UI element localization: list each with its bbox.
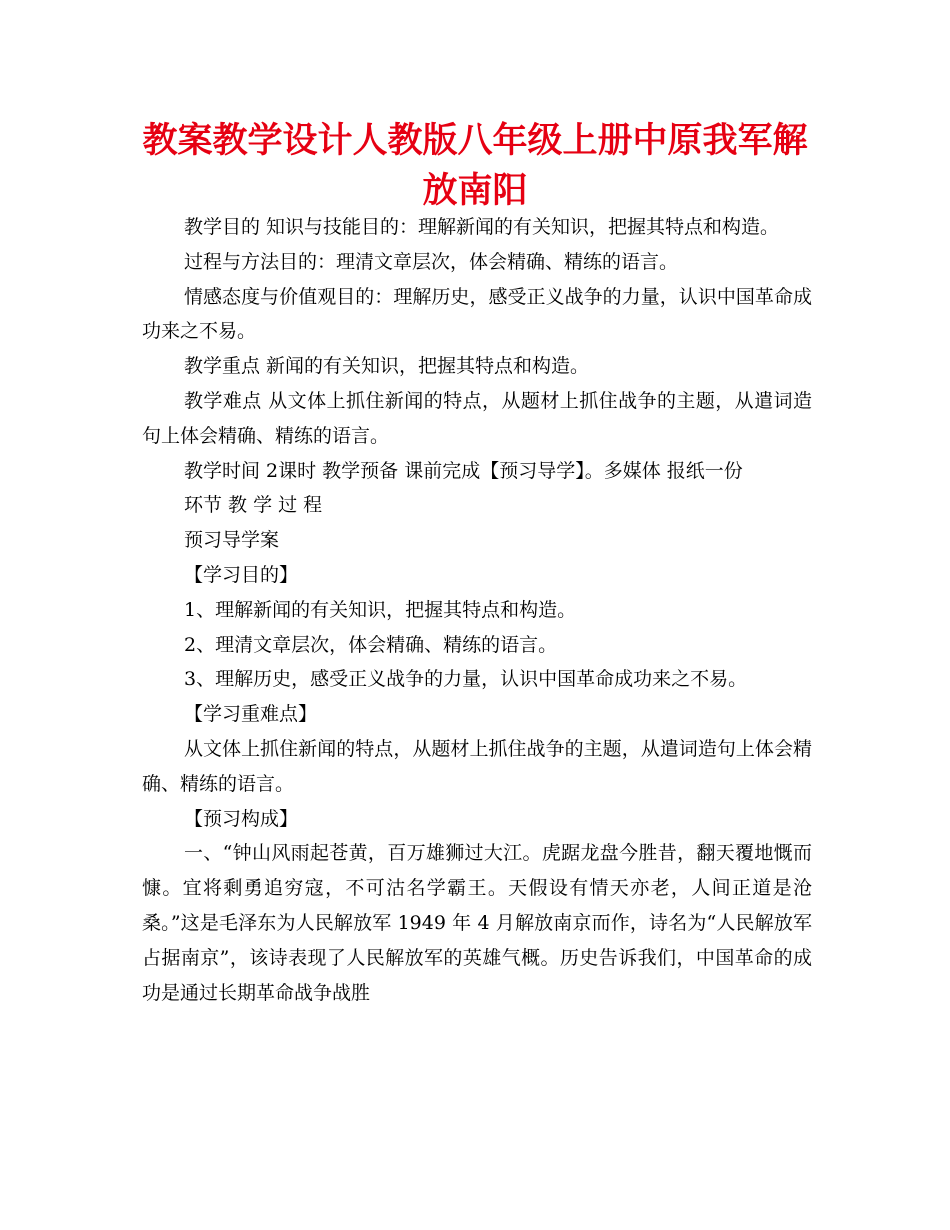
list-item-goal-2: 2、理清文章层次，体会精确、精练的语言。 <box>184 633 558 656</box>
paragraph-process-heading: 环节 教 学 过 程 <box>184 494 323 517</box>
paragraph-emotion-values: 情感态度与价值观目的：理解历史，感受正义战争的力量，认识中国革命成功来之不易。 <box>142 285 812 343</box>
paragraph-key-difficulties: 从文体上抓住新闻的特点，从题材上抓住战争的主题，从遣词造句上体会精确、精练的语言。 <box>142 737 812 795</box>
document-title: 教案教学设计人教版八年级上册中原我军解放南阳 <box>142 121 808 211</box>
document-body <box>142 210 812 1010</box>
list-item-goal-3: 3、理解历史，感受正义战争的力量，认识中国革命成功来之不易。 <box>184 668 748 691</box>
paragraph-preview-guide: 预习导学案 <box>184 529 280 552</box>
paragraph-objectives: 教学目的 知识与技能目的：理解新闻的有关知识，把握其特点和构造。 <box>184 216 780 238</box>
paragraph-key-difficulties-heading: 【学习重难点】 <box>184 703 318 726</box>
paragraph-difficulties: 教学难点 从文体上抓住新闻的特点，从题材上抓住战争的主题，从遣词造句上体会精确、精练的语言。 <box>142 389 812 447</box>
paragraph-study-goals-heading: 【学习目的】 <box>184 563 299 586</box>
paragraph-key-points: 教学重点 新闻的有关知识，把握其特点和构造。 <box>184 355 590 378</box>
paragraph-preview-formation-heading: 【预习构成】 <box>184 807 299 830</box>
paragraph-process-method: 过程与方法目的：理清文章层次，体会精确、精练的语言。 <box>184 250 679 273</box>
paragraph-poem-intro: 一、“钟山风雨起苍黄，百万雄狮过大江。虎踞龙盘今胜昔，翻天覆地慨而慷。宜将剩勇追穷寇，不可沽名学霸王。天假设有情天亦老，人间正道是沧桑。”这是毛泽东为人民解放军 1949 年 4 月解放南京而作，诗名为“人民解放军占据南京”，该诗表现了人民解放军的英雄气概。历史告诉我们，中国革命的成功是通过长期革命战争战胜 <box>142 842 812 1004</box>
paragraph-teaching-time: 教学时间 2课时 教学预备 课前完成【预习导学】。多媒体 报纸一份 <box>184 459 743 482</box>
list-item-goal-1: 1、理解新闻的有关知识，把握其特点和构造。 <box>184 598 577 621</box>
